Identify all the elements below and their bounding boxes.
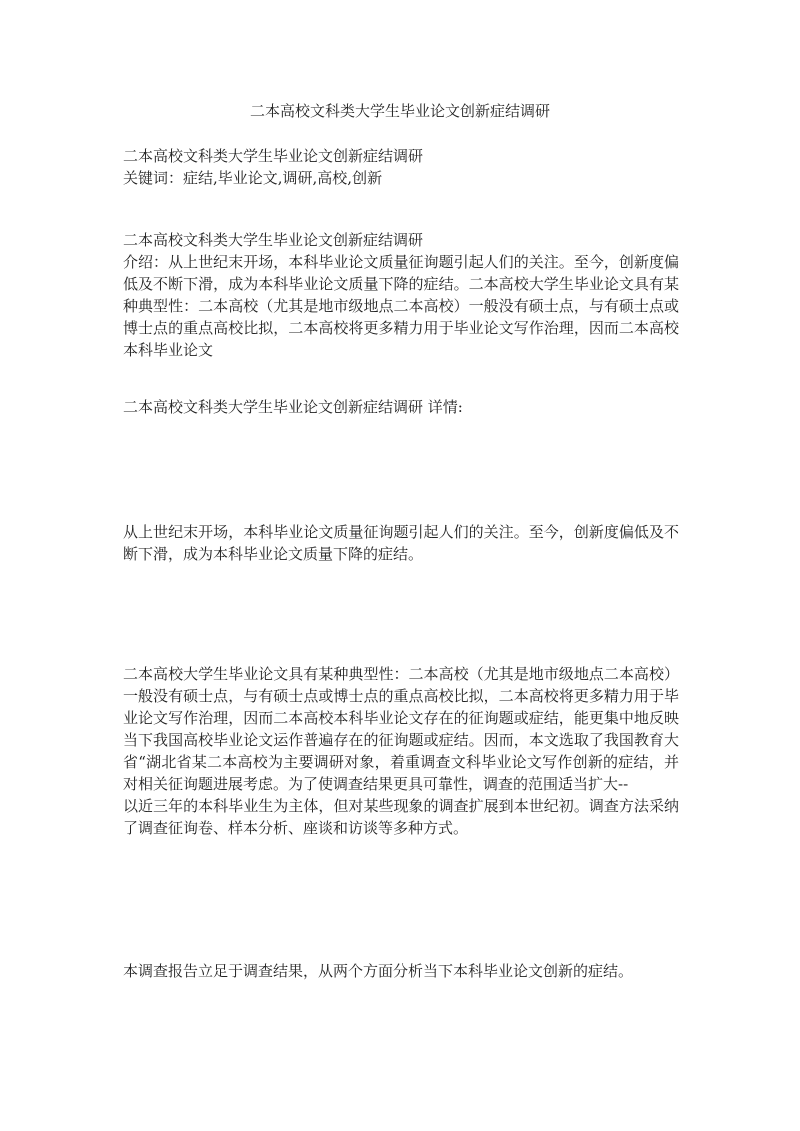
paragraph-1-text: 从上世纪末开场，本科毕业论文质量征询题引起人们的关注。至今，创新度偏低及不断下滑，成为本科毕业论文质量下降的症结。 [123, 523, 679, 563]
intro-text: 介绍：从上世纪末开场，本科毕业论文质量征询题引起人们的关注。至今，创新度偏低及不断下滑，成为本科毕业论文质量下降的症结。二本高校大学生毕业论文具有某种典型性：二本高校（尤其是地市级地点二本高校）一般没有硕士点，与有硕士点或博士点的重点高校比拟，二本高校将更多精力用于毕业论文写作治理，因而二本高校本科毕业论文 [123, 253, 679, 359]
paragraph-2b-text: 以近三年的本科毕业生为主体，但对某些现象的调查扩展到本世纪初。调查方法采纳了调查征询卷、样本分析、座谈和访谈等多种方式。 [123, 797, 679, 837]
paragraph-1 [123, 521, 679, 565]
paragraph-3 [123, 960, 679, 982]
keywords-line: 关键词：症结,毕业论文,调研,高校,创新 [123, 169, 383, 187]
paragraph-2 [123, 663, 679, 839]
paragraph-3-text: 本调查报告立足于调查结果，从两个方面分析当下本科毕业论文创新的症结。 [123, 962, 634, 980]
header-heading: 二本高校文科类大学生毕业论文创新症结调研 [123, 147, 424, 165]
intro-block [123, 229, 679, 361]
paragraph-2a-text: 二本高校大学生毕业论文具有某种典型性：二本高校（尤其是地市级地点二本高校）一般没有硕士点，与有硕士点或博士点的重点高校比拟，二本高校将更多精力用于毕业论文写作治理，因而二本高校本科毕业论文存在的征询题或症结，能更集中地反映当下我国高校毕业论文运作普遍存在的征询题或症结。因而，本文选取了我国教育大省“湖北省某二本高校为主要调研对象，着重调查文科毕业论文写作创新的症结，并对相关征询题进展考虑。为了使调查结果更具可靠性，调查的范围适当扩大-- [123, 665, 679, 793]
details-block [123, 396, 679, 418]
page-title: 二本高校文科类大学生毕业论文创新症结调研 [249, 102, 550, 120]
intro-heading: 二本高校文科类大学生毕业论文创新症结调研 [123, 231, 424, 249]
details-heading: 二本高校文科类大学生毕业论文创新症结调研 详情: [123, 398, 463, 416]
header-block [123, 145, 679, 189]
